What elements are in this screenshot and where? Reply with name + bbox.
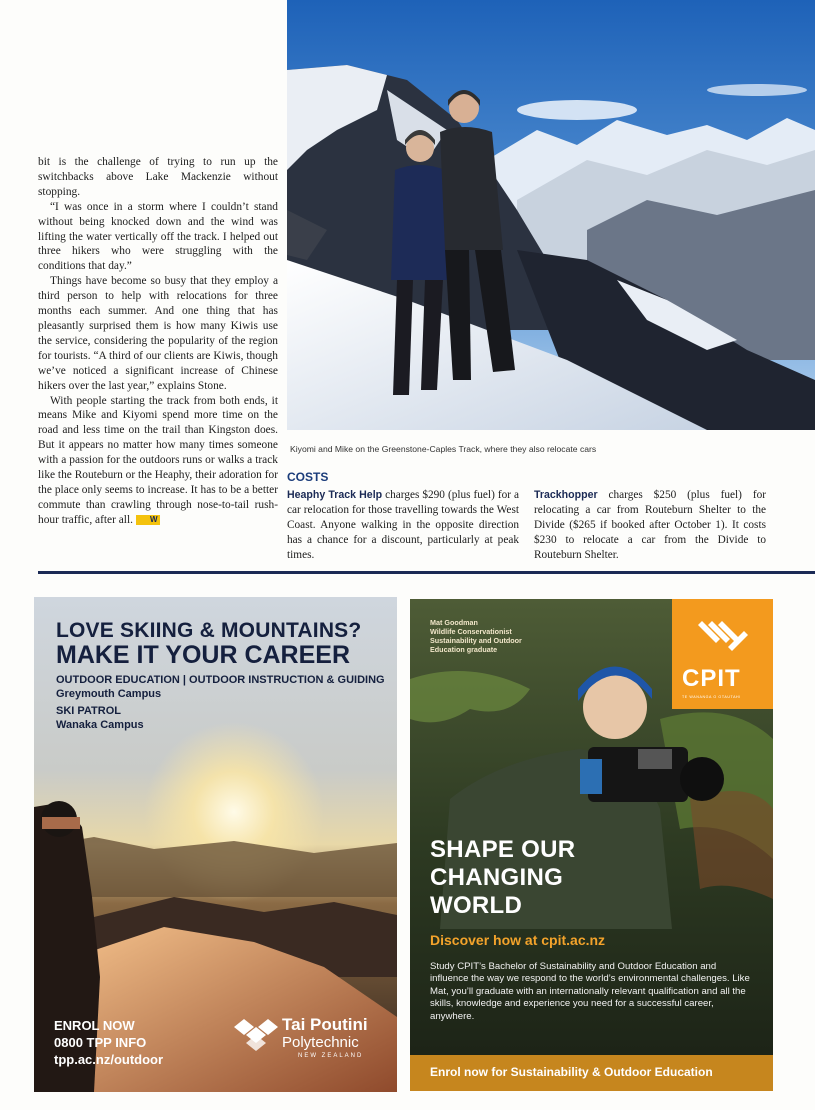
ad2-headline-line: CHANGING	[430, 864, 564, 891]
ad2-headline-line: SHAPE OUR	[430, 836, 576, 863]
article-paragraph: Things have become so busy that they employ a third person to help with relocations for three months each summer. And one thing that has pleasantly surprised them is how many Kiwis use the service, considering the popularity of the region for tourists. “A third of our clients are Kiwis, though we’ve noticed a significant increase of Chinese hikers over the last year,” explains Stone.	[38, 275, 278, 392]
tai-poutini-logo-line2: Polytechnic	[282, 1034, 359, 1051]
ad2-footer-bar	[410, 1055, 773, 1091]
ad-tai-poutini	[34, 597, 397, 1092]
article-paragraph: bit is the challenge of trying to run up the switchbacks above Lake Mackenzie without stopping.	[38, 156, 278, 198]
ad2-footer-text: Enrol now for Sustainability & Outdoor Education	[430, 1065, 713, 1079]
ad1-campus-greymouth: Greymouth Campus	[56, 688, 162, 700]
ad1-enrol-block	[54, 1017, 163, 1068]
ad1-phone: 0800 TPP INFO	[54, 1035, 147, 1050]
photo-caption: Kiyomi and Mike on the Greenstone-Caples Track, where they also relocate cars	[290, 444, 597, 454]
tai-poutini-logo-icon	[232, 1017, 278, 1053]
hero-photo	[287, 0, 815, 430]
cpit-logo-text: CPIT	[682, 665, 741, 692]
ad1-ski-patrol: SKI PATROL	[56, 705, 121, 717]
tai-poutini-logo-line3: NEW ZEALAND	[298, 1053, 364, 1059]
ad2-person-credit	[430, 618, 522, 654]
costs-heaphy-name: Heaphy Track Help	[287, 489, 383, 501]
article-paragraph	[38, 394, 278, 528]
cpit-logo-tagline: TE WANANGA O OTAUTAHI	[682, 695, 741, 699]
costs-heaphy	[287, 488, 519, 563]
costs-heaphy-text: charges $290 (plus fuel) for a car relocation for those travelling towards the West Coast. Anyone walking in the opposite direction has a chance for a discount, particularly at peak times.	[287, 489, 519, 561]
mountain-hikers-photo	[287, 0, 815, 430]
costs-trackhopper-text: charges $250 (plus fuel) for relocating a car from Routeburn Shelter to the Divide ($265 if booked after October 1). It costs $230 to relocate a car from the Divide to Routeburn Shelter.	[534, 489, 766, 561]
ad1-campus-wanaka: Wanaka Campus	[56, 719, 144, 731]
costs-trackhopper	[534, 488, 766, 563]
cpit-logo	[672, 599, 773, 709]
costs-trackhopper-name: Trackhopper	[534, 489, 598, 501]
ad2-person-role: Wildlife Conservationist	[430, 627, 512, 636]
ad2-body-text: Study CPIT’s Bachelor of Sustainability and Outdoor Education and influence the way we respond to the world’s environmental challenges. Like Mat, you’ll graduate with an internationally relevant qualification and all the skills, knowledge and experience you need for a successful career, anywhere.	[430, 961, 750, 1022]
cpit-logo-icon	[698, 617, 748, 661]
ad1-headline-2: MAKE IT YOUR CAREER	[56, 641, 351, 669]
tai-poutini-logo-line1: Tai Poutini	[282, 1015, 368, 1034]
article-paragraph-text: With people starting the track from both ends, it means Mike and Kiyomi spend more time on the road and less time on the trail than Kingston does. But it appears no matter how many times someone with a passion for the outdoors runs or walks a track like the Routeburn or the Heaphy, their adoration for the place only seems to increase. It has to be a better commute than crawling through nose-to-tail rush-hour traffic, after all.	[38, 394, 278, 526]
ad1-programs: OUTDOOR EDUCATION | OUTDOOR INSTRUCTION & GUIDING	[56, 674, 385, 686]
ad-cpit	[410, 599, 773, 1091]
ad2-headline	[430, 836, 575, 920]
ad1-enrol-now: ENROL NOW	[54, 1018, 135, 1033]
end-of-article-mark: W	[136, 515, 160, 525]
ad2-headline-line: WORLD	[430, 892, 523, 919]
ad2-person-role: Sustainability and Outdoor	[430, 636, 522, 645]
costs-heading: COSTS	[287, 470, 329, 484]
ad2-person-role: Education graduate	[430, 645, 498, 654]
article-paragraph: “I was once in a storm where I couldn’t stand without being knocked down and the wind was lifting the water vertically off the track. I helped out three hikers who were struggling with the conditions that day.”	[38, 200, 278, 273]
article-body	[38, 155, 278, 528]
ad2-subhead-url[interactable]: Discover how at cpit.ac.nz	[430, 932, 606, 948]
ad2-person-name: Mat Goodman	[430, 618, 478, 627]
ad1-headline-1: LOVE SKIING & MOUNTAINS?	[56, 619, 362, 642]
section-divider	[38, 571, 815, 574]
ad1-url[interactable]: tpp.ac.nz/outdoor	[54, 1052, 164, 1067]
